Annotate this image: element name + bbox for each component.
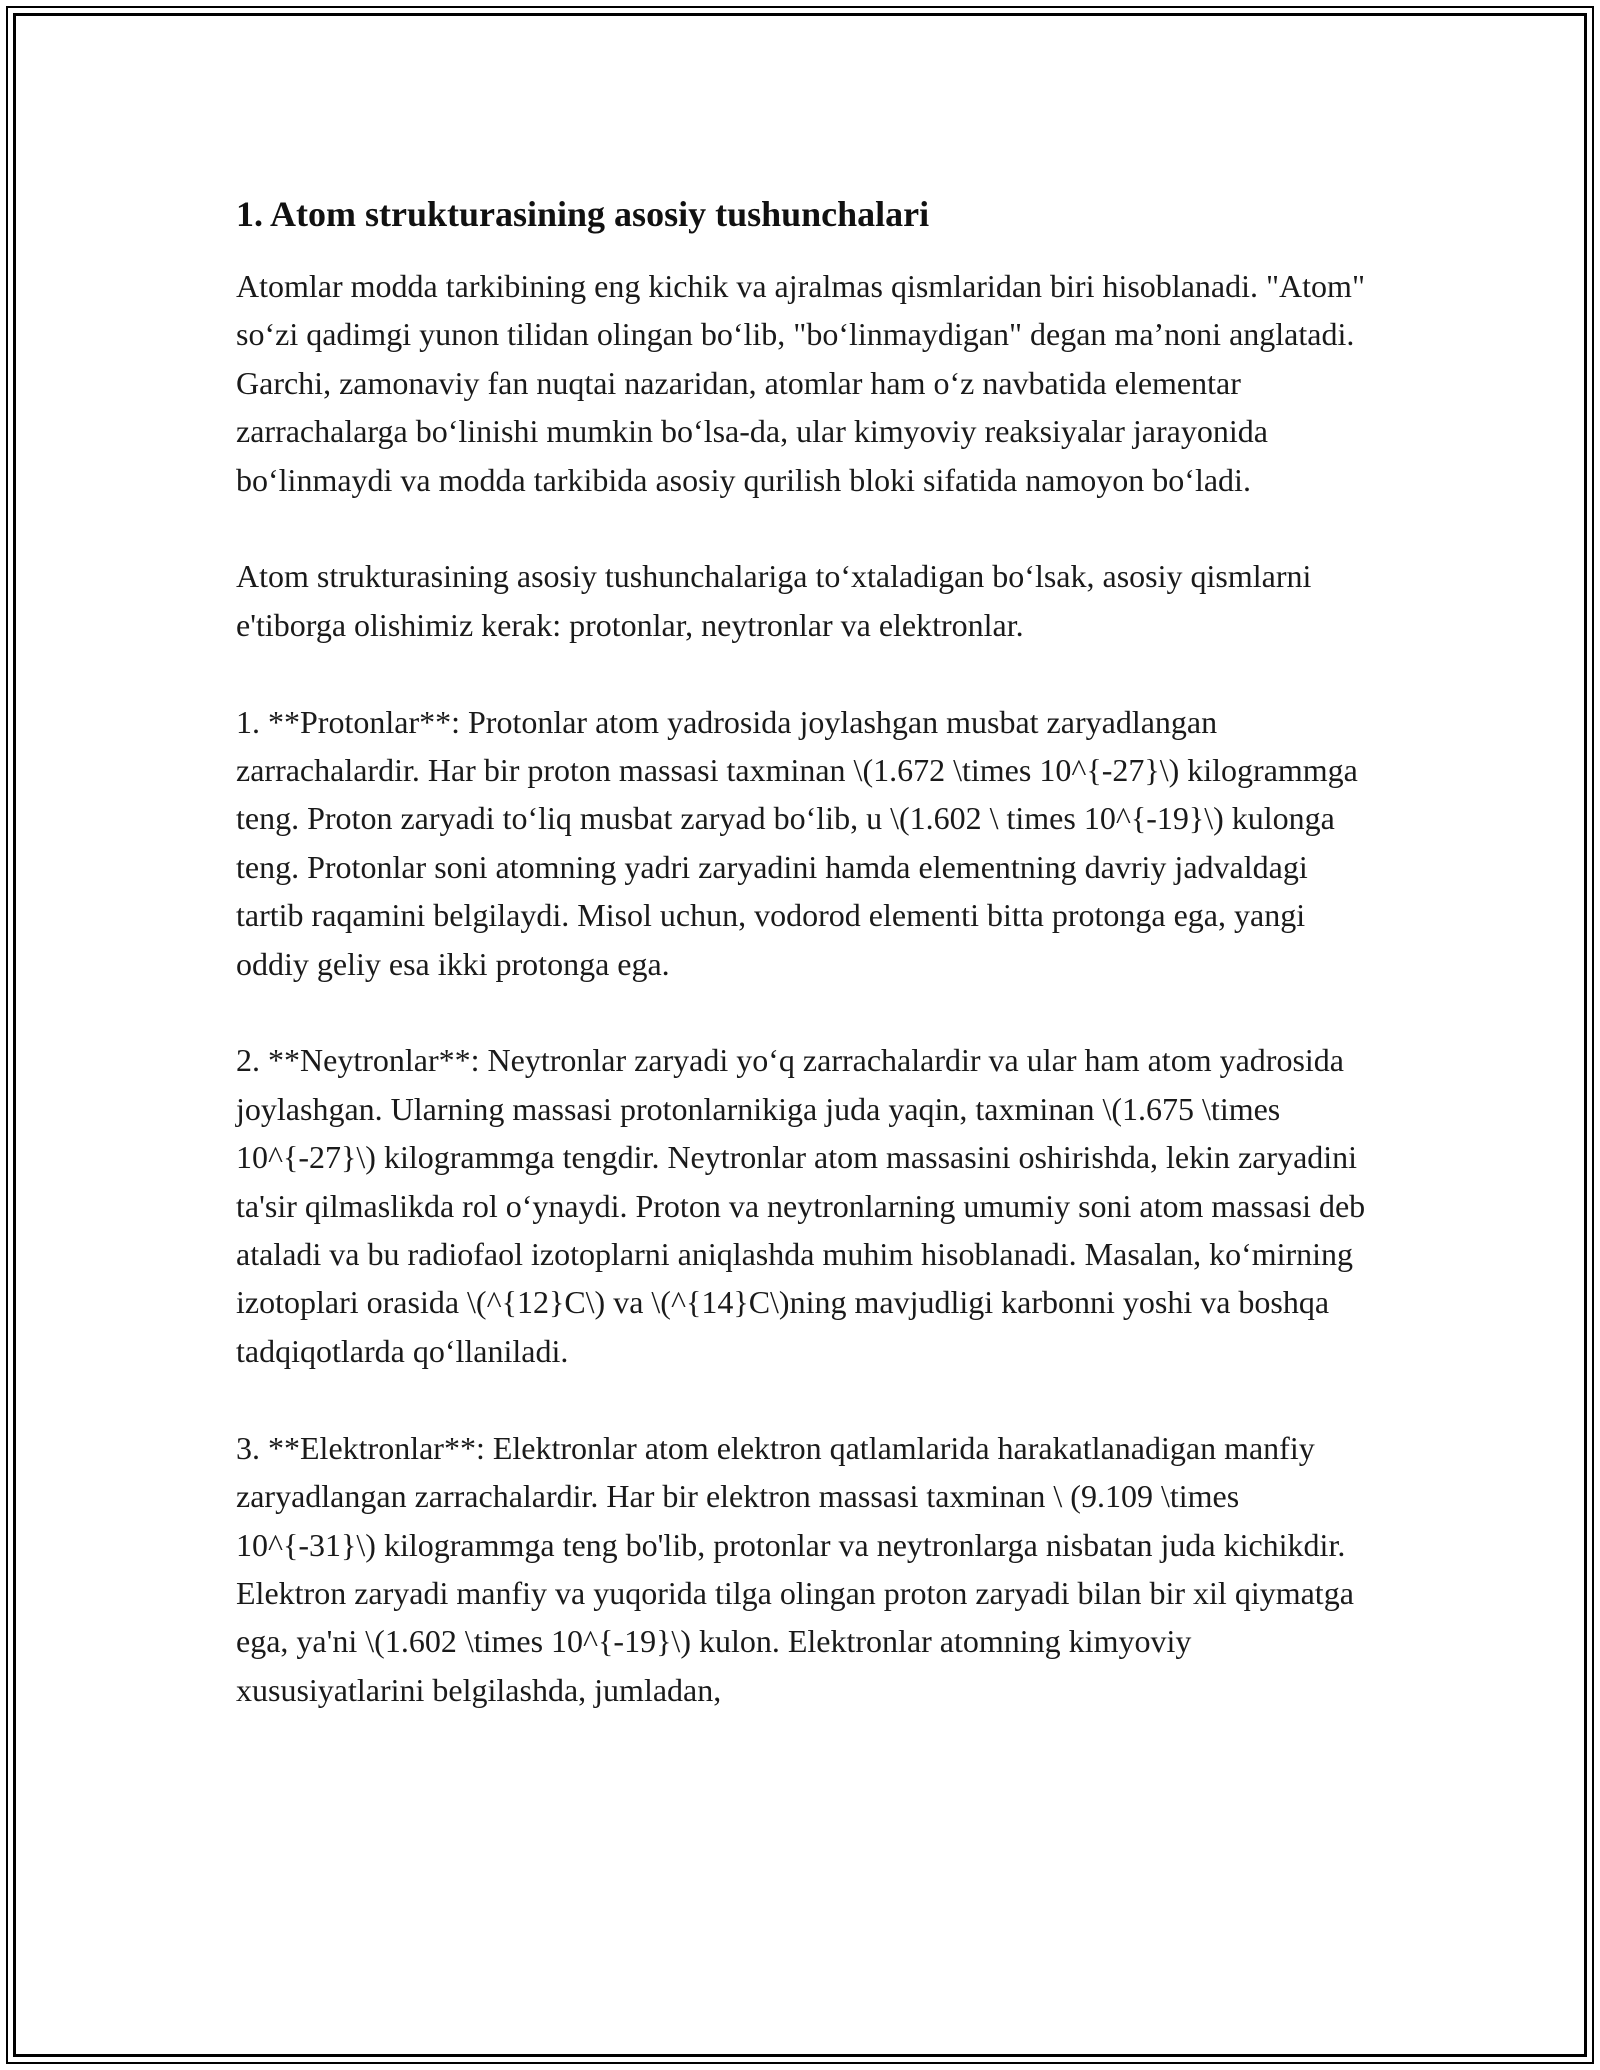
paragraph-overview: Atom strukturasining asosiy tushunchalariga to‘xtaladigan bo‘lsak, asosiy qismlarni e'tiborga olishimiz kerak: protonlar, neytronlar va elektronlar. xyxy=(236,558,1312,643)
paragraph-protons: 1. **Protonlar**: Protonlar atom yadrosida joylashgan musbat zaryadlangan zarrachalardir. Har bir proton massasi taxminan \(1.672 \times 10^{-27}\) kilogrammga teng. Proton zaryadi to‘liq musbat zaryad bo‘lib, u \(1.602 \ times 10^{-19}\) kulonga teng. Protonlar soni atomning yadri zaryadini hamda elementning davriy jadvaldagi tartib raqamini belgilaydi. Misol uchun, vodorod elementi bitta protonga ega, yangi oddiy geliy esa ikki protonga ega. xyxy=(236,703,1358,982)
paragraph-neutrons: 2. **Neytronlar**: Neytronlar zaryadi yo‘q zarrachalardir va ular ham atom yadrosida joylashgan. Ularning massasi protonlarnikiga juda yaqin, taxminan \(1.675 \times 10^{-27}\) kilogrammga tengdir. Neytronlar atom massasini oshirishda, lekin zaryadini ta'sir qilmaslikda rol o‘ynaydi. Proton va neytronlarning umumiy soni atom massasi deb ataladi va bu radiofaol izotoplarni aniqlashda muhim hisoblanadi. Masalan, ko‘mirning izotoplari orasida \(^{12}C\) va \(^{14}C\)ning mavjudligi karbonni yoshi va boshqa tadqiqotlarda qo‘llaniladi. xyxy=(236,1042,1366,1369)
document-body xyxy=(236,190,1376,1763)
section-heading: 1. Atom strukturasining asosiy tushunchalari xyxy=(236,194,930,234)
paragraph-intro: Atomlar modda tarkibining eng kichik va ajralmas qismlaridan biri hisoblanadi. "Atom" so‘zi qadimgi yunon tilidan olingan bo‘lib, "bo‘linmaydigan" degan ma’noni anglatadi. Garchi, zamonaviy fan nuqtai nazaridan, atomlar ham o‘z navbatida elementar zarrachalarga bo‘linishi mumkin bo‘lsa-da, ular kimyoviy reaksiyalar jarayonida bo‘linmaydi va modda tarkibida asosiy qurilish bloki sifatida namoyon bo‘ladi. xyxy=(236,268,1365,498)
paragraph-electrons: 3. **Elektronlar**: Elektronlar atom elektron qatlamlarida harakatlanadigan manfiy zaryadlangan zarrachalardir. Har bir elektron massasi taxminan \ (9.109 \times 10^{-31}\) kilogrammga teng bo'lib, protonlar va neytronlarga nisbatan juda kichikdir. Elektron zaryadi manfiy va yuqorida tilga olingan proton zaryadi bilan bir xil qiymatga ega, ya'ni \(1.602 \times 10^{-19}\) kulon. Elektronlar atomning kimyoviy xususiyatlarini belgilashda, jumladan, xyxy=(236,1429,1354,1708)
